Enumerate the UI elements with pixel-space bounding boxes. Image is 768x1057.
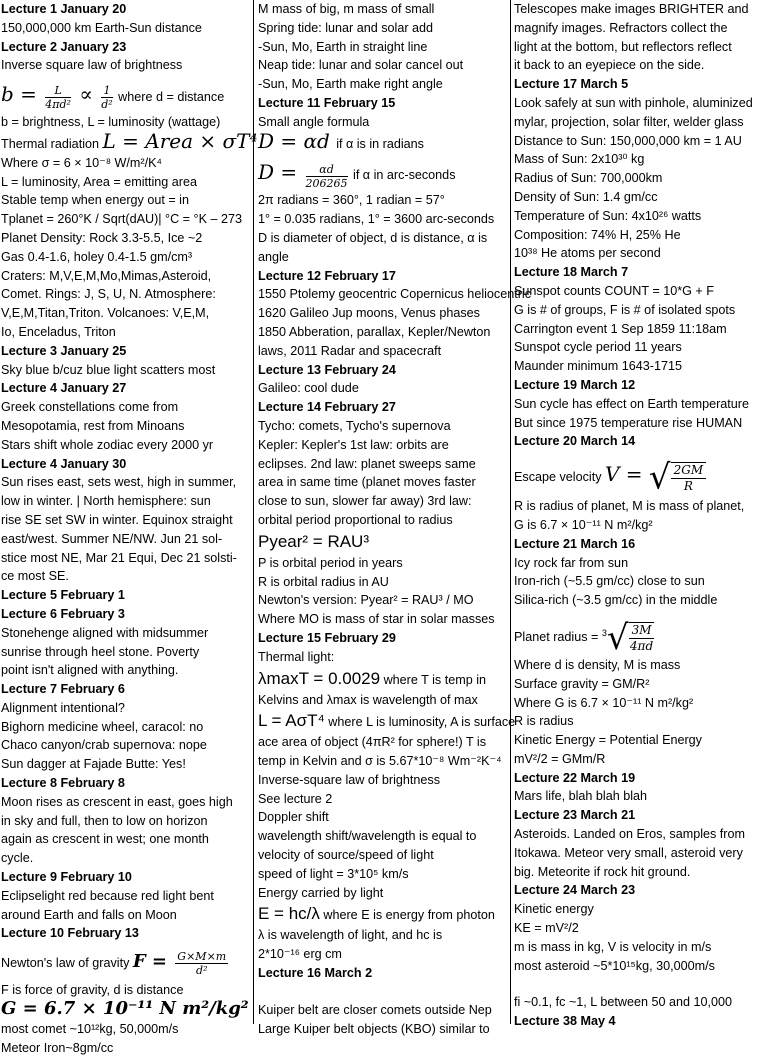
notes-column-2 bbox=[257, 0, 532, 1036]
notes-column-1 bbox=[0, 0, 258, 1055]
note-line: Sun cycle has effect on Earth temperature bbox=[514, 396, 749, 411]
note-line: rise SE set SW in winter. Equinox straight bbox=[1, 512, 233, 527]
formula-label: Thermal radiation bbox=[1, 136, 103, 151]
note-line bbox=[258, 709, 516, 733]
note-line: speed of light = 3*10⁵ km/s bbox=[258, 866, 409, 881]
note-line: Greek constellations come from bbox=[1, 400, 179, 415]
arcsec-fraction-numerator: αd bbox=[306, 163, 348, 177]
lecture-heading: Lecture 1 January 20 bbox=[1, 2, 127, 16]
note-line bbox=[514, 975, 768, 993]
note-line: east/west. Summer NE/NW. Jun 21 sol- bbox=[1, 531, 223, 546]
note-line: angle bbox=[258, 249, 289, 264]
note-line: G is # of groups, F is # of isolated spots bbox=[514, 302, 736, 317]
note-line: Spring tide: lunar and solar add bbox=[258, 20, 434, 35]
note-line: Sun rises east, sets west, high in summer, bbox=[1, 475, 237, 490]
note-line: Stars shift whole zodiac every 2000 yr bbox=[1, 437, 214, 452]
formula-lhs: b = bbox=[1, 82, 44, 107]
note-line: wavelength shift/wavelength is equal to bbox=[258, 829, 477, 844]
note-line: 150,000,000 km Earth-Sun distance bbox=[1, 20, 202, 35]
note-line: laws, 2011 Radar and spacecraft bbox=[258, 343, 442, 358]
note-line: Where σ = 6 × 10⁻⁸ W/m²/K⁴ bbox=[1, 155, 162, 170]
note-line: stice most NE, Mar 21 Equi, Dec 21 solsti- bbox=[1, 550, 237, 565]
root-content bbox=[629, 622, 655, 654]
note-line: Temperature of Sun: 4x10²⁶ watts bbox=[514, 208, 702, 223]
note-line: Iron-rich (~5.5 gm/cc) close to sun bbox=[514, 574, 705, 589]
note-line: Planet Density: Rock 3.3-5.5, Ice ~2 bbox=[1, 230, 203, 245]
note-line: 1620 Galileo Jup moons, Venus phases bbox=[258, 306, 480, 321]
note-line: R is radius of planet, M is mass of planet, bbox=[514, 499, 745, 514]
note-line: it back to an eyepiece on the side. bbox=[514, 58, 705, 73]
note-line: Maunder minimum 1643-1715 bbox=[514, 359, 683, 374]
note-line: Itokawa. Meteor very small, asteroid very bbox=[514, 845, 743, 860]
note-line: area in same time (planet moves faster bbox=[258, 475, 476, 490]
constant-value: G = 6.7 × 10⁻¹¹ N m²/kg² bbox=[1, 998, 249, 1020]
note-line: Stonehenge aligned with midsummer bbox=[1, 625, 209, 640]
note-line bbox=[258, 902, 513, 926]
lecture-heading: Lecture 22 March 19 bbox=[514, 770, 636, 785]
lecture-heading: Lecture 21 March 16 bbox=[514, 536, 636, 551]
lecture-heading: Lecture 8 February 8 bbox=[1, 776, 125, 791]
note-line: λ is wavelength of light, and hc is bbox=[258, 928, 443, 943]
arcsec-fraction bbox=[306, 163, 348, 190]
note-line: Neap tide: lunar and solar cancel out bbox=[258, 58, 464, 73]
note-line: 2π radians = 360°, 1 radian = 57° bbox=[258, 193, 445, 208]
planet-radius-formula bbox=[514, 610, 768, 656]
arcsec-fraction-denominator: 206265 bbox=[305, 176, 348, 190]
note-line: Moon rises as crescent in east, goes high bbox=[1, 794, 233, 809]
note-line: cycle. bbox=[1, 851, 34, 866]
formula-equation: E = hc/λ bbox=[258, 904, 320, 924]
note-line: Small angle formula bbox=[258, 114, 370, 129]
note-line: Eclipselight red because red light bent bbox=[1, 888, 214, 903]
note-line: Kelvins and λmax is wavelength of max bbox=[258, 692, 478, 707]
note-line: Galileo: cool dude bbox=[258, 381, 359, 396]
lecture-heading: Lecture 4 January 27 bbox=[1, 381, 127, 396]
note-line: Doppler shift bbox=[258, 810, 329, 825]
note-line: Alignment intentional? bbox=[1, 700, 125, 715]
note-line: 10³⁸ He atoms per second bbox=[514, 246, 661, 261]
sqrt-symbol: √ bbox=[648, 457, 671, 498]
note-line: Chaco canyon/crab supernova: nope bbox=[1, 738, 207, 753]
note-line: Mesopotamia, rest from Minoans bbox=[1, 418, 185, 433]
note-line: magnify images. Refractors collect the bbox=[514, 20, 728, 35]
note-line: V,E,M,Titan,Triton. Volcanoes: V,E,M, bbox=[1, 306, 210, 321]
note-line: sunrise through heel stone. Poverty bbox=[1, 644, 200, 659]
note-line: Silica-rich (~3.5 gm/cc) in the middle bbox=[514, 593, 718, 608]
lecture-heading: Lecture 14 February 27 bbox=[258, 400, 396, 415]
sqrt-content bbox=[671, 462, 707, 494]
note-line: Kinetic Energy = Potential Energy bbox=[514, 733, 702, 748]
note-line: -Sun, Mo, Earth in straight line bbox=[258, 39, 428, 54]
formula-lhs: D = αd bbox=[258, 128, 337, 153]
note-line: ace area of object (4πR² for sphere!) T is bbox=[258, 735, 487, 750]
sqrt-numerator: 2GM bbox=[671, 463, 707, 479]
note-line: KE = mV²/2 bbox=[514, 921, 579, 936]
lecture-heading: Lecture 6 February 3 bbox=[1, 606, 125, 621]
note-line: again as crescent in west; one month bbox=[1, 832, 209, 847]
fraction-inverse bbox=[101, 84, 112, 111]
note-line: mylar, projection, solar filter, welder glass bbox=[514, 114, 744, 129]
note-line: See lecture 2 bbox=[258, 791, 333, 806]
note-line: Stable temp when energy out = in bbox=[1, 193, 189, 208]
note-line: Thermal light: bbox=[258, 649, 335, 664]
gravity-fraction-numerator: G×M×m bbox=[177, 950, 227, 964]
note-line: orbital period proportional to radius bbox=[258, 512, 453, 527]
lecture-heading: Lecture 19 March 12 bbox=[514, 377, 636, 392]
note-line: Energy carried by light bbox=[258, 885, 384, 900]
lecture-heading: Lecture 12 February 17 bbox=[258, 268, 396, 283]
note-line: Density of Sun: 1.4 gm/cc bbox=[514, 189, 658, 204]
formula-note: where d = distance bbox=[114, 90, 225, 105]
note-line: light at the bottom, but reflectors reflect bbox=[514, 39, 732, 54]
lecture-heading: Lecture 24 March 23 bbox=[514, 883, 636, 898]
formula-note: if α in arc-seconds bbox=[349, 168, 456, 183]
lecture-heading: Lecture 2 January 23 bbox=[1, 39, 127, 54]
note-line: Inverse-square law of brightness bbox=[258, 772, 441, 787]
lecture-heading: Lecture 3 January 25 bbox=[1, 343, 127, 358]
note-line: Icy rock far from sun bbox=[514, 555, 629, 570]
note-line: Comet. Rings: J, S, U, N. Atmosphere: bbox=[1, 287, 216, 302]
formula-lhs: V = bbox=[605, 462, 649, 487]
note-line: in sky and full, then to low on horizon bbox=[1, 813, 208, 828]
formula-note: where E is energy from photon bbox=[319, 908, 495, 923]
note-line: 2*10⁻¹⁶ erg cm bbox=[258, 947, 342, 962]
note-line: But since 1975 temperature rise HUMAN bbox=[514, 415, 743, 430]
note-line: Bighorn medicine wheel, caracol: no bbox=[1, 719, 204, 734]
fraction-L-denominator: 4πd² bbox=[45, 98, 71, 112]
note-line: Surface gravity = GM/R² bbox=[514, 676, 650, 691]
note-line bbox=[258, 983, 513, 1001]
note-line: Where G is 6.7 × 10⁻¹¹ N m²/kg² bbox=[514, 695, 694, 710]
root-numerator: 3M bbox=[629, 623, 655, 639]
note-line: Kinetic energy bbox=[514, 902, 594, 917]
fraction-inverse-denominator: d² bbox=[101, 98, 113, 112]
gravity-fraction bbox=[175, 950, 228, 977]
root-index: 3 bbox=[601, 627, 607, 638]
sqrt-denominator: R bbox=[683, 478, 693, 493]
formula-label: Newton's law of gravity bbox=[1, 956, 133, 971]
note-line: most comet ~10¹²kg, 50,000m/s bbox=[1, 1021, 179, 1036]
note-line: Kuiper belt are closer comets outside Nep bbox=[258, 1002, 492, 1017]
note-line: velocity of source/speed of light bbox=[258, 848, 434, 863]
note-line: 1850 Abberation, parallax, Kepler/Newton bbox=[258, 324, 491, 339]
note-line: temp in Kelvin and σ is 5.67*10⁻⁸ Wm⁻²K⁻⁴ bbox=[258, 754, 502, 769]
note-line: around Earth and falls on Moon bbox=[1, 907, 177, 922]
note-line: Large Kuiper belt objects (KBO) similar to bbox=[258, 1021, 490, 1036]
note-line: Sunspot cycle period 11 years bbox=[514, 340, 682, 355]
note-line: L = luminosity, Area = emitting area bbox=[1, 174, 198, 189]
note-line: big. Meteorite if rock hit ground. bbox=[514, 864, 691, 879]
note-line: m is mass in kg, V is velocity in m/s bbox=[514, 939, 712, 954]
formula-label: Escape velocity bbox=[514, 470, 605, 485]
note-line: Newton's version: Pyear² = RAU³ / MO bbox=[258, 593, 474, 608]
note-line: 1° = 0.035 radians, 1° = 3600 arc-seconds bbox=[258, 212, 495, 227]
note-line: Carrington event 1 Sep 1859 11:18am bbox=[514, 321, 727, 336]
lecture-heading: Lecture 38 May 4 bbox=[514, 1014, 616, 1029]
note-line: Io, Enceladus, Triton bbox=[1, 324, 116, 339]
note-line: close to sun, slower far away) 3rd law: bbox=[258, 494, 472, 509]
notes-column-3 bbox=[513, 0, 768, 1029]
note-line: Pyear² = RAU³ bbox=[258, 531, 369, 551]
note-line: Sun dagger at Fajade Butte: Yes! bbox=[1, 757, 186, 772]
note-line: ce most SE. bbox=[1, 569, 69, 584]
note-line: most asteroid ~5*10¹⁵kg, 30,000m/s bbox=[514, 958, 715, 973]
note-line: b = brightness, L = luminosity (wattage) bbox=[1, 115, 221, 130]
note-line: Asteroids. Landed on Eros, samples from bbox=[514, 827, 745, 842]
formula-lhs: F = bbox=[132, 951, 174, 973]
note-line: 1550 Ptolemy geocentric Copernicus heliocentric bbox=[258, 287, 532, 302]
note-line: Craters: M,V,E,M,Mo,Mimas,Asteroid, bbox=[1, 268, 212, 283]
lecture-heading: Lecture 20 March 14 bbox=[514, 434, 636, 449]
gravity-fraction-denominator: d² bbox=[196, 964, 208, 978]
proportional-symbol: ∝ bbox=[72, 82, 100, 107]
note-line: G is 6.7 × 10⁻¹¹ N m²/kg² bbox=[514, 517, 653, 532]
fraction-inverse-numerator: 1 bbox=[101, 84, 112, 98]
lecture-heading: Lecture 16 March 2 bbox=[258, 966, 373, 981]
note-line: Tplanet = 260°K / Sqrt(dAU)| °C = °K – 273 bbox=[1, 212, 242, 227]
lecture-heading: Lecture 23 March 21 bbox=[514, 808, 636, 823]
note-line: eclipses. 2nd law: planet sweeps same bbox=[258, 456, 476, 471]
note-line: Inverse square law of brightness bbox=[1, 58, 183, 73]
lecture-heading: Lecture 11 February 15 bbox=[258, 95, 396, 110]
lecture-heading: Lecture 4 January 30 bbox=[1, 456, 127, 471]
note-line: Where d is density, M is mass bbox=[514, 657, 681, 672]
root-denominator: 4πd bbox=[629, 638, 654, 653]
note-line: Look safely at sun with pinhole, aluminized bbox=[514, 95, 753, 110]
note-line: R is orbital radius in AU bbox=[258, 574, 389, 589]
formula-equation: L = Area × σT⁴ bbox=[102, 128, 258, 153]
note-line: low in winter. | North hemisphere: sun bbox=[1, 494, 211, 509]
note-line: Mass of Sun: 2x10³⁰ kg bbox=[514, 152, 645, 167]
note-line: Tycho: comets, Tycho's supernova bbox=[258, 418, 451, 433]
lecture-heading: Lecture 15 February 29 bbox=[258, 630, 396, 645]
escape-velocity-formula bbox=[514, 451, 768, 497]
formula-lhs: D = bbox=[258, 160, 304, 185]
note-line: Meteor Iron~8gm/cc bbox=[1, 1040, 114, 1055]
formula-note: where L is luminosity, A is surface bbox=[324, 715, 516, 730]
gravitational-constant bbox=[1, 1000, 256, 1020]
formula-note: where T is temp in bbox=[380, 672, 487, 687]
note-line: Gas 0.4-1.6, holey 0.4-1.5 gm/cm³ bbox=[1, 249, 193, 264]
note-line: Sky blue b/cuz blue light scatters most bbox=[1, 362, 216, 377]
lecture-heading: Lecture 18 March 7 bbox=[514, 265, 629, 280]
lecture-heading: Lecture 17 March 5 bbox=[514, 77, 629, 92]
note-line bbox=[258, 667, 513, 691]
fraction-L-numerator: L bbox=[45, 84, 71, 98]
note-line: P is orbital period in years bbox=[258, 555, 403, 570]
note-line: F is force of gravity, d is distance bbox=[1, 983, 184, 998]
note-line: Telescopes make images BRIGHTER and bbox=[514, 2, 749, 16]
note-line: Distance to Sun: 150,000,000 km = 1 AU bbox=[514, 133, 742, 148]
note-line: Sunspot counts COUNT = 10*G + F bbox=[514, 283, 714, 298]
fraction-L bbox=[45, 84, 71, 111]
note-line: R is radius bbox=[514, 714, 574, 729]
lecture-heading: Lecture 10 February 13 bbox=[1, 926, 139, 941]
brightness-formula bbox=[1, 75, 256, 113]
lecture-heading: Lecture 5 February 1 bbox=[1, 588, 125, 603]
note-line: -Sun, Mo, Earth make right angle bbox=[258, 77, 443, 92]
gravity-formula bbox=[1, 943, 256, 981]
lecture-heading: Lecture 9 February 10 bbox=[1, 870, 132, 885]
note-line: mV²/2 = GMm/R bbox=[514, 751, 606, 766]
note-line: point isn't aligned with anything. bbox=[1, 663, 179, 678]
note-line: fi ~0.1, fc ~1, L between 50 and 10,000 bbox=[514, 995, 732, 1010]
note-line bbox=[1, 128, 258, 154]
cube-root-symbol: √ bbox=[606, 617, 629, 658]
arcsec-formula bbox=[258, 153, 513, 191]
note-line: Composition: 74% H, 25% He bbox=[514, 227, 681, 242]
formula-label: Planet radius = bbox=[514, 630, 602, 645]
note-line: Kepler: Kepler's 1st law: orbits are bbox=[258, 437, 449, 452]
note-line: Where MO is mass of star in solar masses bbox=[258, 612, 495, 627]
formula-equation: λmaxT = 0.0029 bbox=[258, 668, 381, 688]
formula-equation: L = AσT⁴ bbox=[258, 711, 325, 731]
formula-note: if α is in radians bbox=[336, 136, 424, 151]
note-line: D is diameter of object, d is distance, α is bbox=[258, 230, 488, 245]
small-angle-formula bbox=[258, 128, 513, 154]
lecture-heading: Lecture 13 February 24 bbox=[258, 362, 396, 377]
note-line: M mass of big, m mass of small bbox=[258, 2, 435, 16]
note-line: Radius of Sun: 700,000km bbox=[514, 171, 663, 186]
lecture-heading: Lecture 7 February 6 bbox=[1, 682, 125, 697]
note-line: Mars life, blah blah blah bbox=[514, 789, 648, 804]
